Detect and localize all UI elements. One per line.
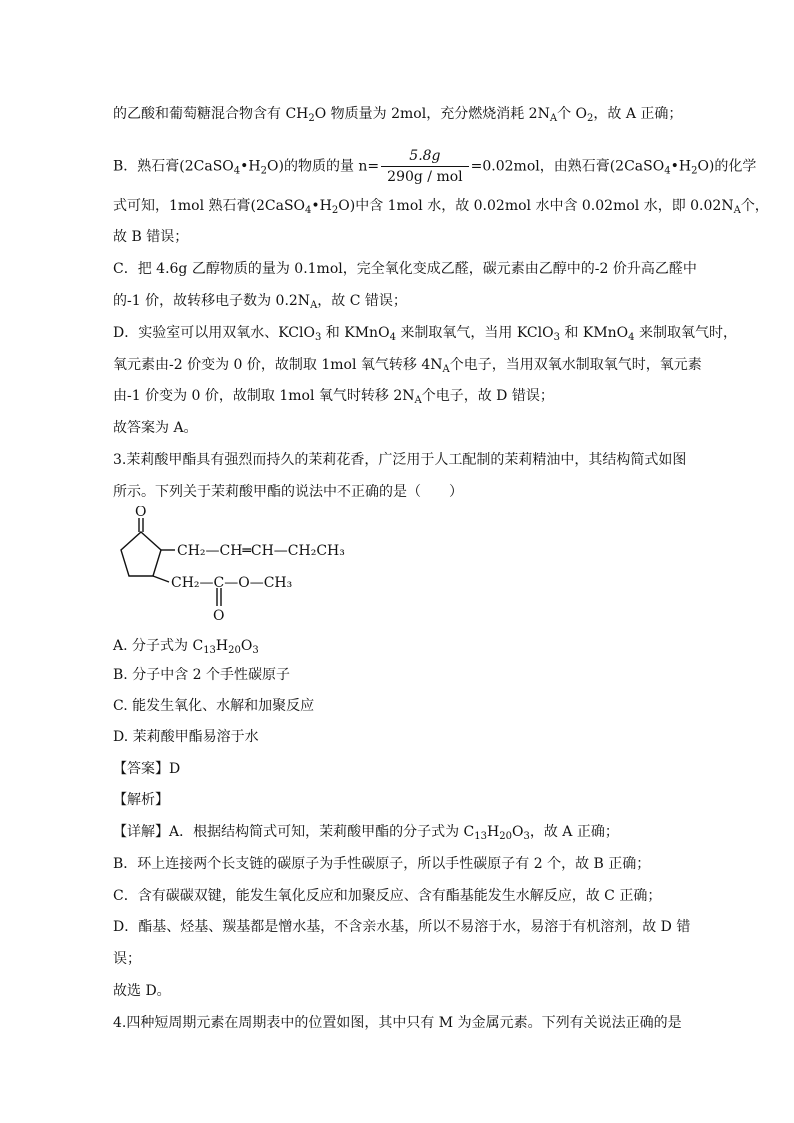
text-run: 的-1 价，故转移电子数为 0.2N bbox=[113, 293, 311, 309]
jasmonate-structure-diagram bbox=[113, 506, 383, 626]
text-line bbox=[113, 146, 757, 187]
subscript: A bbox=[733, 205, 741, 216]
text-line bbox=[113, 418, 681, 438]
subscript: 4 bbox=[233, 165, 241, 177]
text-run: ，故 A 正确； bbox=[529, 824, 619, 840]
text-run: 【解析】 bbox=[113, 792, 169, 808]
text-run: 【详解】A．根据结构简式可知，茉莉酸甲酯的分子式为 C bbox=[113, 824, 475, 840]
question-3-stem bbox=[113, 482, 681, 502]
text-run: D. 茉莉酸甲酯易溶于水 bbox=[113, 729, 259, 745]
text-run: ，故 C 错误； bbox=[317, 293, 407, 309]
subscript: 13 bbox=[474, 831, 488, 842]
text-run: 的乙酸和葡萄糖混合物含有 CH bbox=[113, 106, 309, 122]
analysis-label bbox=[113, 790, 681, 810]
text-run: B．熟石膏(2CaSO bbox=[113, 158, 234, 175]
text-run: C．含有碳碳双键，能发生氧化反应和加聚反应、含有酯基能发生水解反应，故 C 正确； bbox=[113, 888, 662, 904]
text-line bbox=[113, 949, 681, 969]
option-b bbox=[113, 665, 681, 685]
text-run: =0.02mol，由熟石膏(2CaSO bbox=[470, 158, 665, 175]
text-run: O)中含 1mol 水，故 0.02mol 水中含 0.02mol 水，即 0.02N bbox=[338, 198, 734, 214]
text-run: H bbox=[215, 638, 229, 654]
text-line bbox=[113, 259, 697, 279]
text-run: 所示。下列关于茉莉酸甲酯的说法中不正确的是（ ） bbox=[113, 484, 463, 500]
text-run: C. 能发生氧化、水解和加聚反应 bbox=[113, 698, 315, 714]
fraction-denominator: 290g / mol bbox=[387, 169, 463, 185]
text-run: A. 分子式为 C bbox=[113, 638, 204, 654]
text-line bbox=[113, 196, 769, 221]
subscript: 3 bbox=[252, 645, 259, 656]
text-run: 故选 D。 bbox=[113, 983, 171, 999]
text-line bbox=[113, 323, 737, 348]
subscript: 4 bbox=[305, 205, 312, 216]
text-line bbox=[113, 917, 691, 937]
ketone-oxygen: O bbox=[135, 506, 147, 520]
subscript: 3 bbox=[553, 332, 560, 343]
text-run: B. 分子中含 2 个手性碳原子 bbox=[113, 667, 290, 683]
text-run: O)的物质的量 n= bbox=[267, 158, 380, 175]
text-run: O bbox=[240, 638, 253, 654]
option-c bbox=[113, 696, 681, 716]
text-run: 个电子，当用双氧水制取氧气时，氧元素 bbox=[449, 357, 702, 373]
subscript: 2 bbox=[691, 165, 698, 177]
text-run: D．酯基、烃基、羰基都是憎水基，不含亲水基，所以不易溶于水，易溶于有机溶剂，故 D 错 bbox=[113, 919, 691, 935]
text-run: 【答案】D bbox=[113, 761, 181, 777]
subscript: 3 bbox=[523, 831, 530, 842]
subscript: 20 bbox=[499, 831, 512, 842]
option-d bbox=[113, 727, 681, 747]
text-run: •H bbox=[311, 198, 332, 214]
text-run: O 物质量为 2mol，充分燃烧消耗 2N bbox=[314, 106, 550, 122]
text-run: H bbox=[487, 824, 500, 840]
question-3-stem bbox=[113, 450, 687, 470]
text-run: 故 B 错误； bbox=[113, 229, 189, 245]
text-run: •H bbox=[670, 158, 692, 175]
ring bbox=[121, 532, 161, 576]
text-run: 个 O bbox=[557, 106, 587, 122]
option-a bbox=[113, 636, 681, 661]
side-chain-1: CH₂—CH═CH—CH₂CH₃ bbox=[177, 543, 345, 559]
subscript: 2 bbox=[331, 205, 339, 216]
subscript: A bbox=[442, 364, 450, 375]
text-run: 故答案为 A。 bbox=[113, 420, 198, 436]
text-run: 式可知，1mol 熟石膏(2CaSO bbox=[113, 198, 306, 214]
text-run: 误； bbox=[113, 951, 141, 967]
text-line bbox=[113, 854, 681, 874]
text-run: 来制取氧气时， bbox=[634, 325, 737, 341]
question-4-stem bbox=[113, 1013, 681, 1033]
subscript: 2 bbox=[587, 113, 594, 124]
text-run: 4.四种短周期元素在周期表中的位置如图，其中只有 M 为金属元素。下列有关说法正确的是 bbox=[113, 1015, 682, 1031]
text-line bbox=[113, 822, 681, 847]
text-run: 个电子，故 D 错误； bbox=[421, 388, 554, 404]
subscript: 4 bbox=[389, 332, 396, 343]
text-run: D．实验室可以用双氧水、KClO bbox=[113, 325, 315, 341]
text-run: 和 KMnO bbox=[321, 325, 390, 341]
subscript: 2 bbox=[260, 165, 268, 177]
text-run: O bbox=[511, 824, 524, 840]
side-chain-2: CH₂—C—O—CH₃ bbox=[171, 575, 293, 591]
ester-oxygen: O bbox=[213, 608, 225, 624]
text-line bbox=[113, 886, 681, 906]
text-run: •H bbox=[240, 158, 261, 175]
subscript: A bbox=[310, 300, 318, 311]
text-run: 3.茉莉酸甲酯具有强烈而持久的茉莉花香，广泛用于人工配制的茉莉精油中，其结构简式如图 bbox=[113, 452, 687, 468]
subscript: 2 bbox=[308, 113, 315, 124]
text-run: B．环上连接两个长支链的碳原子为手性碳原子，所以手性碳原子有 2 个，故 B 正确； bbox=[113, 856, 651, 872]
text-run: C．把 4.6g 乙醇物质的量为 0.1mol，完全氧化变成乙醛，碳元素由乙醇中的-2 价升高乙醛中 bbox=[113, 261, 697, 277]
subscript: 20 bbox=[228, 645, 241, 656]
subscript: 4 bbox=[628, 332, 635, 343]
text-line bbox=[113, 291, 681, 316]
text-line bbox=[113, 104, 681, 129]
fraction-numerator: 5.8g bbox=[409, 148, 441, 164]
text-line bbox=[113, 981, 681, 1001]
text-run: 氧元素由-2 价变为 0 价，故制取 1mol 氧气转移 4N bbox=[113, 357, 443, 373]
text-run: ，故 A 正确； bbox=[593, 106, 683, 122]
text-run: O)的化学 bbox=[697, 158, 757, 175]
text-run: 来制取氧气，当用 KClO bbox=[395, 325, 554, 341]
answer-label bbox=[113, 759, 681, 779]
fraction bbox=[381, 146, 468, 187]
text-run: 由-1 价变为 0 价，故制取 1mol 氧气时转移 2N bbox=[113, 388, 415, 404]
text-line bbox=[113, 386, 681, 411]
text-line bbox=[113, 355, 702, 380]
text-run: 个， bbox=[740, 198, 769, 214]
subscript: 4 bbox=[664, 165, 671, 177]
subscript: A bbox=[549, 113, 558, 124]
subscript: 3 bbox=[314, 332, 322, 343]
subscript: A bbox=[414, 395, 422, 406]
text-line bbox=[113, 227, 681, 247]
subscript: 13 bbox=[203, 645, 216, 656]
text-run: 和 KMnO bbox=[559, 325, 629, 341]
